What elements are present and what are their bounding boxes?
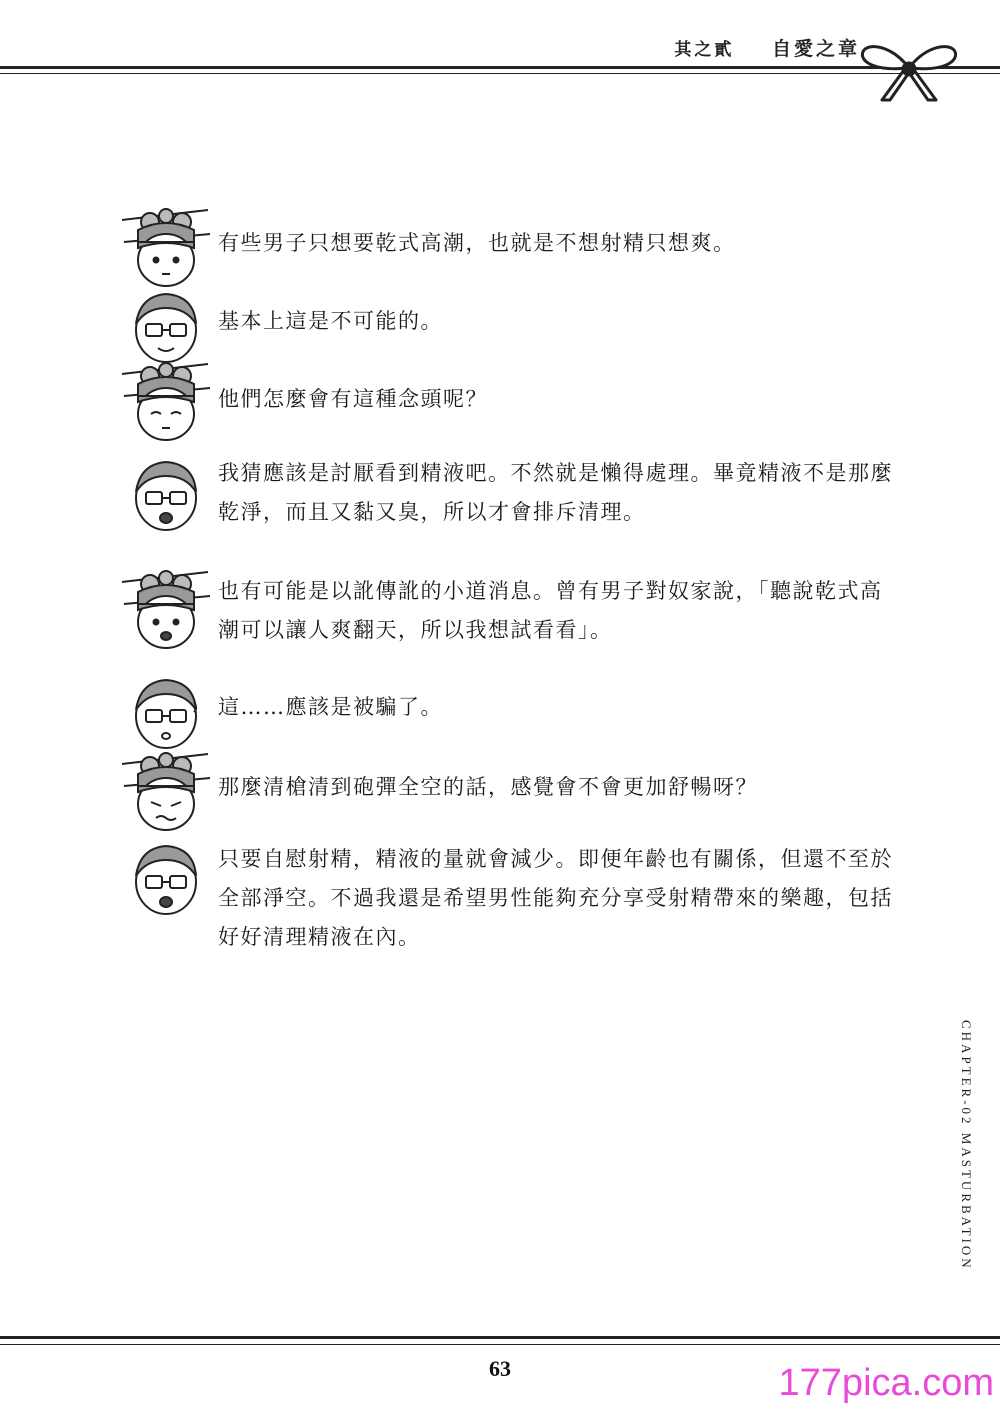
footer-rule-bottom: [0, 1344, 1000, 1345]
doctor-avatar-icon: [120, 286, 212, 366]
doctor-avatar-icon: [120, 672, 212, 752]
watermark: 177pica.com: [778, 1362, 994, 1404]
speech-text: 他們怎麼會有這種念頭呢？: [218, 387, 488, 411]
speech-text: 我猜應該是討厭看到精液吧。不然就是懶得處理。畢竟精液不是那麼 乾淨，而且又黏又臭，所以才會排斥清理。: [218, 461, 893, 524]
chapter-title: 自愛之章: [771, 38, 860, 60]
geisha-avatar-icon: [120, 208, 212, 288]
chapter-number: 其之貳: [674, 40, 735, 60]
header-rule-bottom: [0, 73, 1000, 74]
geisha-avatar-icon: [120, 362, 212, 442]
header-rule-top: [0, 66, 1000, 69]
speech-text: 這……應該是被騙了。: [218, 695, 443, 719]
speech-text: 有些男子只想要乾式高潮，也就是不想射精只想爽。: [218, 231, 736, 255]
speech-text: 也有可能是以訛傳訛的小道消息。曾有男子對奴家說，「聽說乾式高 潮可以讓人爽翻天，所以我想試看看」。: [218, 579, 883, 642]
geisha-avatar-icon: [120, 570, 212, 650]
footer-rule-top: [0, 1336, 1000, 1339]
running-head: [674, 34, 860, 61]
geisha-avatar-icon: [120, 752, 212, 832]
speech-text: 那麼清槍清到砲彈全空的話，感覺會不會更加舒暢呀？: [218, 775, 758, 799]
doctor-avatar-icon: [120, 838, 212, 918]
page-number: 63: [489, 1356, 511, 1381]
speech-text: 只要自慰射精，精液的量就會減少。即便年齡也有關係，但還不至於 全部淨空。不過我還是希望男性能夠充分享受射精帶來的樂趣，包括 好好清理精液在內。: [218, 847, 893, 949]
chapter-side-label: CHAPTER-02 MASTURBATION: [959, 1020, 974, 1271]
speech-text: 基本上這是不可能的。: [218, 309, 443, 333]
page-header: [0, 0, 1000, 110]
ribbon-bow-icon: [854, 38, 964, 104]
doctor-avatar-icon: [120, 454, 212, 534]
